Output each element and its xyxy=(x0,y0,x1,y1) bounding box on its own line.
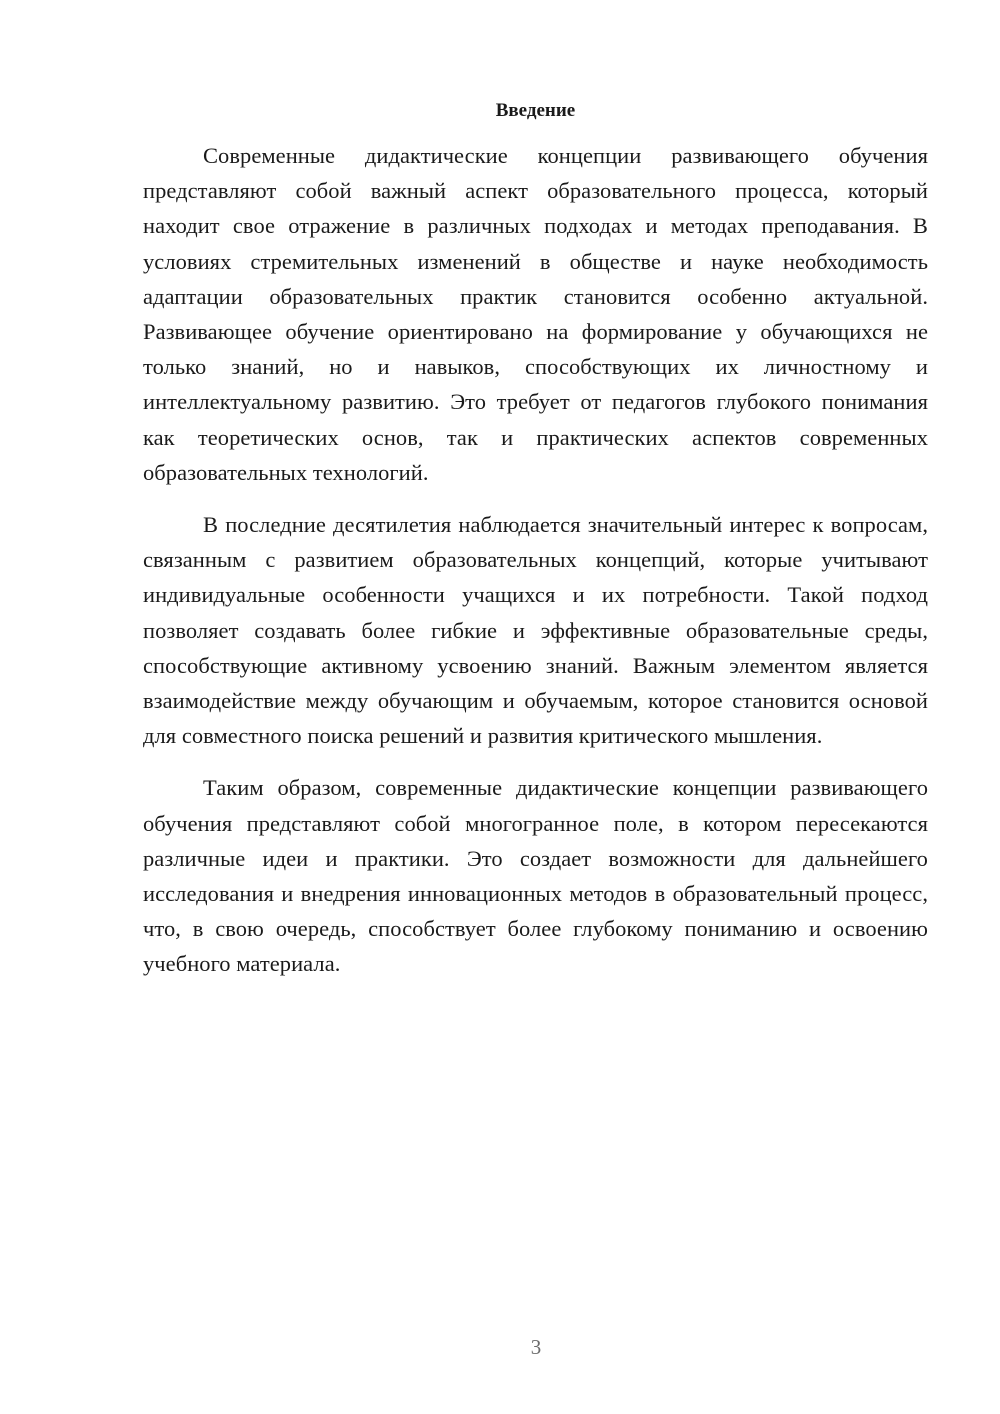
paragraph-2: В последние десятилетия наблюдается значительный интерес к вопросам, связанным с развитием образовательных концепций, которые учитывают индивидуальные особенности учащихся и их потребности. Такой подход позволяет создавать более гибкие и эффективные образовательные среды, способствующие активному усвоению знаний. Важным элементом является взаимодействие между обучающим и обучаемым, которое становится основой для совместного поиска решений и развития критического мышления. xyxy=(143,512,928,749)
section-title: Введение xyxy=(495,100,576,121)
paragraph-1: Современные дидактические концепции развивающего обучения представляют собой важный аспект образовательного процесса, который находит свое отражение в различных подходах и методах преподавания. В условиях стремительных изменений в обществе и науке необходимость адаптации образовательных практик становится особенно актуальной. Развивающее обучение ориентировано на формирование у обучающихся не только знаний, но и навыков, способствующих их личностному и интеллектуальному развитию. Это требует от педагогов глубокого понимания как теоретических основ, так и практических аспектов современных образовательных технологий. xyxy=(143,143,928,485)
page-number: 3 xyxy=(530,1335,542,1359)
paragraph-3: Таким образом, современные дидактические концепции развивающего обучения представляют собой многогранное поле, в котором пересекаются различные идеи и практики. Это создает возможности для дальнейшего исследования и внедрения инновационных методов в образовательный процесс, что, в свою очередь, способствует более глубокому пониманию и освоению учебного материала. xyxy=(143,775,928,977)
page-content xyxy=(143,96,928,982)
